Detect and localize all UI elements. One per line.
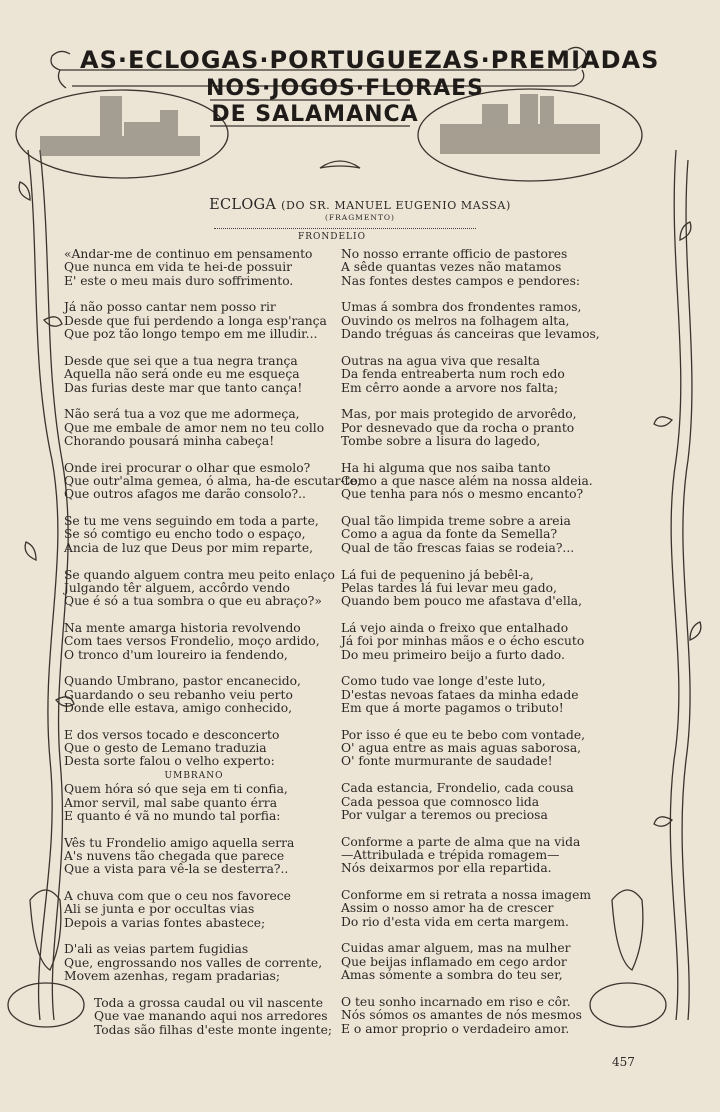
header-banner bbox=[80, 44, 660, 128]
banner-line-2: NOS·JOGOS·FLORAES bbox=[206, 76, 484, 101]
stanza bbox=[64, 248, 361, 288]
poem-subtitle: (FRAGMENTO) bbox=[325, 213, 395, 222]
verse-line: Não será tua a voz que me adormeça, bbox=[64, 407, 300, 422]
verse-line: O' agua entre as mais aguas saborosa, bbox=[341, 741, 582, 756]
verse-line: Ali se junta e por occultas vias bbox=[64, 902, 255, 917]
verse-line: Julgando têr alguem, accôrdo vendo bbox=[64, 580, 290, 595]
verse-line: Em cêrro aonde a arvore nos falta; bbox=[341, 380, 559, 395]
stanza bbox=[64, 729, 361, 769]
verse-line: Guardando o seu rebanho veiu perto bbox=[64, 687, 293, 702]
verse-line: Chorando pousará minha cabeça! bbox=[64, 433, 275, 448]
stanza bbox=[64, 408, 361, 448]
poem-title: ECLOGA bbox=[209, 197, 277, 213]
verse-line: Com taes versos Frondelio, moço ardido, bbox=[64, 634, 320, 649]
dotted-rule bbox=[214, 228, 476, 229]
verse-line: Em que á morte pagamos o tributo! bbox=[341, 701, 564, 716]
verse-line: —Attribulada e trépida romagem— bbox=[341, 847, 560, 862]
stanza bbox=[64, 569, 361, 609]
stanza bbox=[341, 408, 600, 448]
poem-title-line bbox=[150, 197, 570, 213]
verse-line: Nós sómos os amantes de nós mesmos bbox=[341, 1008, 582, 1023]
stanza bbox=[64, 462, 361, 502]
verse-line: Depois a varias fontes abastece; bbox=[64, 915, 266, 930]
left-column bbox=[64, 248, 361, 1050]
verse-line: Se só comtigo eu encho todo o espaço, bbox=[64, 527, 306, 542]
stanza bbox=[341, 248, 600, 288]
verse-line: Como a que nasce além na nossa aldeia. bbox=[341, 474, 593, 489]
verse-line: Outras na agua viva que resalta bbox=[341, 353, 540, 368]
speaker-frondelio: FRONDELIO bbox=[298, 232, 366, 242]
verse-line: Amas sómente a sombra do teu ser, bbox=[341, 968, 563, 983]
verse-line: Na mente amarga historia revolvendo bbox=[64, 620, 301, 635]
verse-line: Cada estancia, Frondelio, cada cousa bbox=[341, 781, 574, 796]
verse-line: Que tenha para nós o mesmo encanto? bbox=[341, 487, 584, 502]
verse-line: Nós deixarmos por ella repartida. bbox=[341, 861, 552, 876]
verse-line: O tronco d'um loureiro ia fendendo, bbox=[64, 647, 288, 662]
verse-line: Se tu me vens seguindo em toda a parte, bbox=[64, 514, 319, 529]
verse-line: Desta sorte falou o velho experto: bbox=[64, 754, 275, 769]
verse-line: No nosso errante officio de pastores bbox=[341, 247, 568, 261]
verse-line: «Andar-me de continuo em pensamento bbox=[64, 247, 313, 261]
stanza bbox=[341, 782, 600, 822]
verse-line: Já não posso cantar nem posso rir bbox=[64, 300, 276, 315]
page-number: 457 bbox=[612, 1055, 635, 1069]
verse-line: Assim o nosso amor ha de crescer bbox=[341, 901, 554, 916]
verse-line: Que o gesto de Lemano traduzia bbox=[64, 741, 267, 756]
stanza bbox=[341, 515, 600, 555]
poem-author: (DO SR. MANUEL EUGENIO MASSA) bbox=[281, 199, 511, 212]
stanza bbox=[64, 675, 361, 715]
verse-line: O' fonte murmurante de saudade! bbox=[341, 754, 553, 769]
verse-line: Por vulgar a teremos ou preciosa bbox=[341, 807, 548, 822]
verse-line: Que beijas inflamado em cego ardor bbox=[341, 954, 567, 969]
verse-line: Desde que sei que a tua negra trança bbox=[64, 353, 298, 368]
stanza bbox=[64, 943, 361, 983]
verse-line: Aquella não será onde eu me esqueça bbox=[64, 367, 300, 382]
verse-line: Nas fontes destes campos e pendores: bbox=[341, 273, 581, 288]
stanza bbox=[341, 569, 600, 609]
verse-line: Mas, por mais protegido de arvorêdo, bbox=[341, 407, 577, 422]
verse-line: Que, engrossando nos valles de corrente, bbox=[64, 955, 323, 970]
verse-line: Toda a grossa caudal ou vil nascente bbox=[94, 995, 324, 1010]
stanza bbox=[341, 675, 600, 715]
stanza bbox=[341, 996, 600, 1036]
verse-line: Por desnevado que da rocha o pranto bbox=[341, 420, 575, 435]
verse-line: E quanto é vã no mundo tal porfia: bbox=[64, 808, 281, 823]
verse-line: Quando bem pouco me afastava d'ella, bbox=[341, 594, 583, 609]
verse-line: Vês tu Frondelio amigo aquella serra bbox=[64, 835, 295, 850]
verse-line: Desde que fui perdendo a longa esp'rança bbox=[64, 313, 327, 328]
verse-line: Das furias deste mar que tanto cança! bbox=[64, 380, 303, 395]
verse-line: A's nuvens tão chegada que parece bbox=[64, 848, 285, 863]
verse-line: Cada pessoa que comnosco lida bbox=[341, 794, 540, 809]
verse-line: Dando tréguas ás canceiras que levamos, bbox=[341, 327, 600, 342]
stanza bbox=[341, 942, 600, 982]
verse-line: Donde elle estava, amigo conhecido, bbox=[64, 701, 293, 716]
verse-line: Ouvindo os melros na folhagem alta, bbox=[341, 313, 570, 328]
verse-line: Tombe sobre a lisura do lagedo, bbox=[341, 433, 541, 448]
verse-line: Ha hi alguma que nos saiba tanto bbox=[341, 460, 551, 475]
banner-line-1: AS·ECLOGAS·PORTUGUEZAS·PREMIADAS bbox=[80, 46, 660, 74]
verse-line: E' este o meu mais duro soffrimento. bbox=[64, 273, 294, 288]
verse-line: Qual tão limpida treme sobre a areia bbox=[341, 514, 571, 529]
verse-line: O teu sonho incarnado em riso e côr. bbox=[341, 994, 571, 1009]
verse-line: Movem azenhas, regam pradarias; bbox=[64, 969, 280, 984]
verse-line: D'ali as veias partem fugidias bbox=[64, 942, 249, 957]
stanza bbox=[341, 729, 600, 769]
verse-line: D'estas nevoas fataes da minha edade bbox=[341, 687, 579, 702]
poem-heading bbox=[150, 197, 570, 222]
verse-line: Quem hóra só que seja em ti confia, bbox=[64, 782, 288, 797]
banner-line-3: DE SALAMANCA bbox=[211, 102, 419, 127]
stanza bbox=[64, 515, 361, 555]
verse-line: Umas á sombra dos frondentes ramos, bbox=[341, 300, 582, 315]
verse-line: Cuidas amar alguem, mas na mulher bbox=[341, 941, 571, 956]
verse-line: Conforme a parte de alma que na vida bbox=[341, 834, 581, 849]
verse-line: A sêde quantas vezes não matamos bbox=[341, 260, 562, 275]
verse-line: Todas são filhas d'este monte ingente; bbox=[94, 1022, 332, 1037]
verse-line: Que a vista para vê-la se desterra?.. bbox=[64, 862, 289, 877]
verse-line: Que outros afagos me darão consolo?.. bbox=[64, 487, 306, 502]
stanza bbox=[64, 837, 361, 877]
verse-line: E o amor proprio o verdadeiro amor. bbox=[341, 1021, 570, 1036]
stanza bbox=[341, 462, 600, 502]
stanza bbox=[341, 301, 600, 341]
stanza bbox=[341, 622, 600, 662]
stanza bbox=[64, 997, 361, 1037]
verse-line: Que é só a tua sombra o que eu abraço?» bbox=[64, 594, 322, 609]
verse-line: Que outr'alma gemea, ó alma, ha-de escutar-te, bbox=[64, 474, 361, 489]
verse-line: Qual de tão frescas faias se rodeia?... bbox=[341, 540, 575, 555]
verse-line: Já foi por minhas mãos e o écho escuto bbox=[341, 634, 585, 649]
verse-line: Pelas tardes lá fui levar meu gado, bbox=[341, 580, 557, 595]
verse-line: Do meu primeiro beijo a furto dado. bbox=[341, 647, 565, 662]
verse-line: Conforme em si retrata a nossa imagem bbox=[341, 888, 592, 903]
stanza bbox=[64, 890, 361, 930]
verse-line: Lá vejo ainda o freixo que entalhado bbox=[341, 620, 569, 635]
verse-line: Do rio d'esta vida em certa margem. bbox=[341, 914, 569, 929]
stanza bbox=[341, 889, 600, 929]
verse-line: E dos versos tocado e desconcerto bbox=[64, 727, 280, 742]
stanza bbox=[64, 355, 361, 395]
verse-line: Onde irei procurar o olhar que esmolo? bbox=[64, 460, 311, 475]
stanza bbox=[341, 836, 600, 876]
verse-line: Que me embale de amor nem no teu collo bbox=[64, 420, 325, 435]
stanza bbox=[64, 783, 361, 823]
verse-line: A chuva com que o ceu nos favorece bbox=[64, 889, 291, 904]
verse-line: Que vae manando aqui nos arredores bbox=[94, 1009, 328, 1024]
speaker-umbrano: UMBRANO bbox=[164, 770, 224, 781]
verse-line: Se quando alguem contra meu peito enlaço bbox=[64, 567, 335, 582]
stanza bbox=[64, 622, 361, 662]
verse-line: Como tudo vae longe d'este luto, bbox=[341, 674, 546, 689]
verse-line: Por isso é que eu te bebo com vontade, bbox=[341, 727, 586, 742]
verse-line: Como a agua da fonte da Semella? bbox=[341, 527, 558, 542]
right-column bbox=[341, 248, 600, 1049]
verse-line: Amor servil, mal sabe quanto érra bbox=[64, 795, 278, 810]
verse-line: Quando Umbrano, pastor encanecido, bbox=[64, 674, 301, 689]
verse-line: Lá fui de pequenino já bebêl-a, bbox=[341, 567, 534, 582]
verse-line: Que poz tão longo tempo em me illudir... bbox=[64, 327, 318, 342]
verse-line: Da fenda entreaberta num roch edo bbox=[341, 367, 565, 382]
stanza bbox=[64, 301, 361, 341]
verse-line: Ancia de luz que Deus por mim reparte, bbox=[64, 540, 313, 555]
stanza bbox=[341, 355, 600, 395]
verse-line: Que nunca em vida te hei-de possuir bbox=[64, 260, 293, 275]
